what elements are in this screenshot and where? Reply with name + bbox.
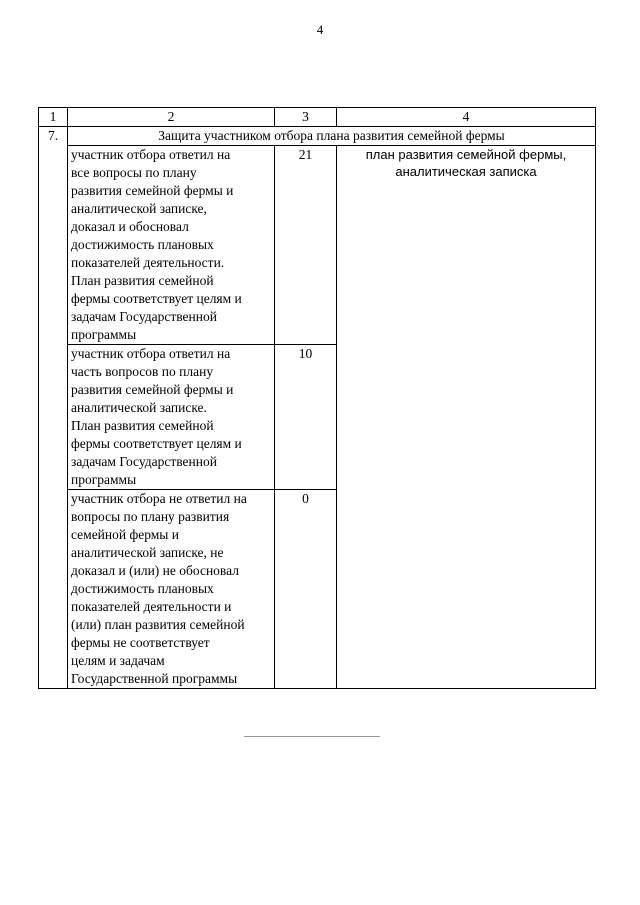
criterion-line: участник отбора не ответил на [71, 491, 247, 506]
header-row [39, 108, 596, 127]
criterion-line: задачам Государственной [71, 309, 217, 324]
section-number: 7. [39, 127, 68, 689]
end-separator-line [244, 736, 380, 737]
header-col-4: 4 [337, 108, 596, 127]
criterion-line: участник отбора ответил на [71, 346, 231, 361]
criterion-score: 0 [275, 490, 337, 689]
criterion-line: участник отбора ответил на [71, 147, 231, 162]
criterion-row [39, 146, 596, 345]
criterion-line: План развития семейной [71, 418, 214, 433]
criterion-line: семейной фермы и [71, 527, 179, 542]
header-col-3: 3 [275, 108, 337, 127]
header-col-2: 2 [68, 108, 275, 127]
criterion-score: 21 [275, 146, 337, 345]
criterion-description [68, 345, 275, 490]
criterion-line: развития семейной фермы и [71, 382, 234, 397]
criterion-line: часть вопросов по плану [71, 364, 214, 379]
criterion-line: достижимость плановых [71, 581, 214, 596]
criterion-line: развития семейной фермы и [71, 183, 234, 198]
criterion-score: 10 [275, 345, 337, 490]
criterion-line: вопросы по плану развития [71, 509, 230, 524]
criterion-line: программы [71, 327, 137, 342]
criterion-line: целям и задачам [71, 653, 165, 668]
criterion-line: фермы не соответствует [71, 635, 210, 650]
section-title: Защита участником отбора плана развития семейной фермы [68, 127, 596, 146]
criterion-line: показателей деятельности. [71, 255, 225, 270]
criterion-description [68, 146, 275, 345]
criterion-line: аналитической записке. [71, 400, 207, 415]
criterion-line: доказал и обосновал [71, 219, 189, 234]
criterion-line: программы [71, 472, 137, 487]
criterion-line: аналитической записке, не [71, 545, 224, 560]
required-documents: план развития семейной фермы, аналитическая записка [337, 146, 596, 689]
criterion-description [68, 490, 275, 689]
criterion-line: достижимость плановых [71, 237, 214, 252]
section-row [39, 127, 596, 146]
criterion-line: План развития семейной [71, 273, 214, 288]
criterion-line: задачам Государственной [71, 454, 217, 469]
criterion-line: аналитической записке, [71, 201, 207, 216]
criteria-table [38, 107, 596, 689]
page-number: 4 [316, 22, 324, 37]
criterion-line: (или) план развития семейной [71, 617, 245, 632]
criterion-line: фермы соответствует целям и [71, 436, 242, 451]
criterion-line: фермы соответствует целям и [71, 291, 242, 306]
criterion-line: все вопросы по плану [71, 165, 197, 180]
criterion-line: показателей деятельности и [71, 599, 232, 614]
header-col-1: 1 [39, 108, 68, 127]
criterion-line: Государственной программы [71, 671, 238, 686]
criterion-line: доказал и (или) не обосновал [71, 563, 239, 578]
